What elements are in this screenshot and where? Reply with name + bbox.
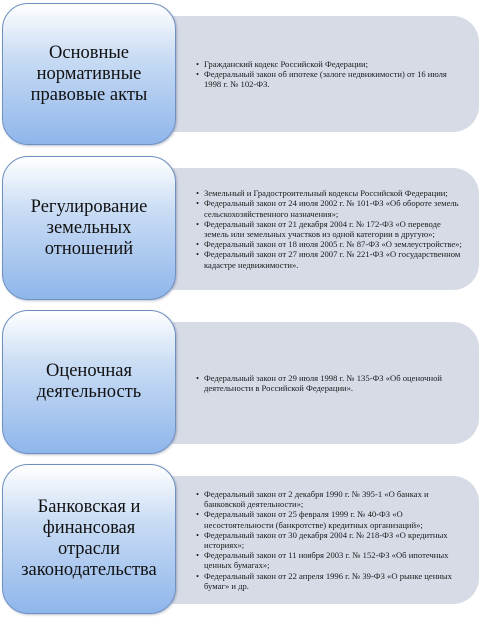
laws-panel-2	[150, 168, 479, 290]
law-item: • Федеральный закон от 11 ноября 2003 г. № 152-ФЗ «Об ипотечных ценных бумагах»;	[196, 550, 465, 570]
laws-list-2	[196, 188, 465, 270]
law-item: • Федеральный закон от 25 февраля 1999 г. № 40-ФЗ «О несостоятельности (банкротстве) кредитных организаций»;	[196, 509, 465, 529]
law-item: • Федеральный закон от 29 июля 1998 г. № 135-ФЗ «Об оценочной деятельности в Российской Федерации».	[196, 373, 465, 393]
category-title: Основные нормативные правовые акты	[30, 42, 148, 105]
laws-panel-3	[150, 322, 479, 444]
law-item: • Федеральный закон от 22 апреля 1996 г. № 39-ФЗ «О рынке ценных бумаг» и др.	[196, 571, 465, 591]
category-title: Банковская и финансовая отрасли законодательства	[21, 497, 157, 580]
category-card-2	[2, 156, 176, 300]
law-item: • Гражданский кодекс Российской Федерации;	[196, 59, 465, 69]
category-card-4	[2, 464, 176, 614]
laws-list-4	[196, 489, 465, 591]
law-item: • Земельный и Градостроительный кодексы Российской Федерации;	[196, 188, 465, 198]
law-item: • Федеральный закон об ипотеке (залоге недвижимости) от 16 июля 1998 г. № 102-ФЗ.	[196, 69, 465, 89]
law-item: • Федеральный закон от 2 декабря 1990 г. № 395-1 «О банках и банковской деятельности»;	[196, 489, 465, 509]
laws-list-3	[196, 373, 465, 393]
law-item: • Федеральный закон от 24 июля 2002 г. № 101-ФЗ «Об обороте земель сельскохозяйственного назначения»;	[196, 198, 465, 218]
laws-panel-4	[150, 476, 479, 604]
law-item: • Федеральный закон от 30 декабря 2004 г. № 218-ФЗ «О кредитных историях»;	[196, 530, 465, 550]
category-card-3	[2, 310, 176, 454]
law-item: • Федеральный закон от 21 декабря 2004 г. № 172-ФЗ «О переводе земель или земельных участков из одной категории в другую»;	[196, 219, 465, 239]
laws-panel-1	[150, 16, 479, 132]
law-item: • Федеральный закон от 27 июля 2007 г. № 221-ФЗ «О государственном кадастре недвижимости».	[196, 249, 465, 269]
law-item: • Федеральный закон от 18 июля 2005 г. № 87-ФЗ «О землеустройстве»;	[196, 239, 465, 249]
laws-list-1	[196, 59, 465, 90]
category-title: Оценочная деятельность	[36, 361, 142, 402]
category-card-1	[2, 3, 176, 145]
category-title: Регулирование земельных отношений	[30, 196, 148, 259]
